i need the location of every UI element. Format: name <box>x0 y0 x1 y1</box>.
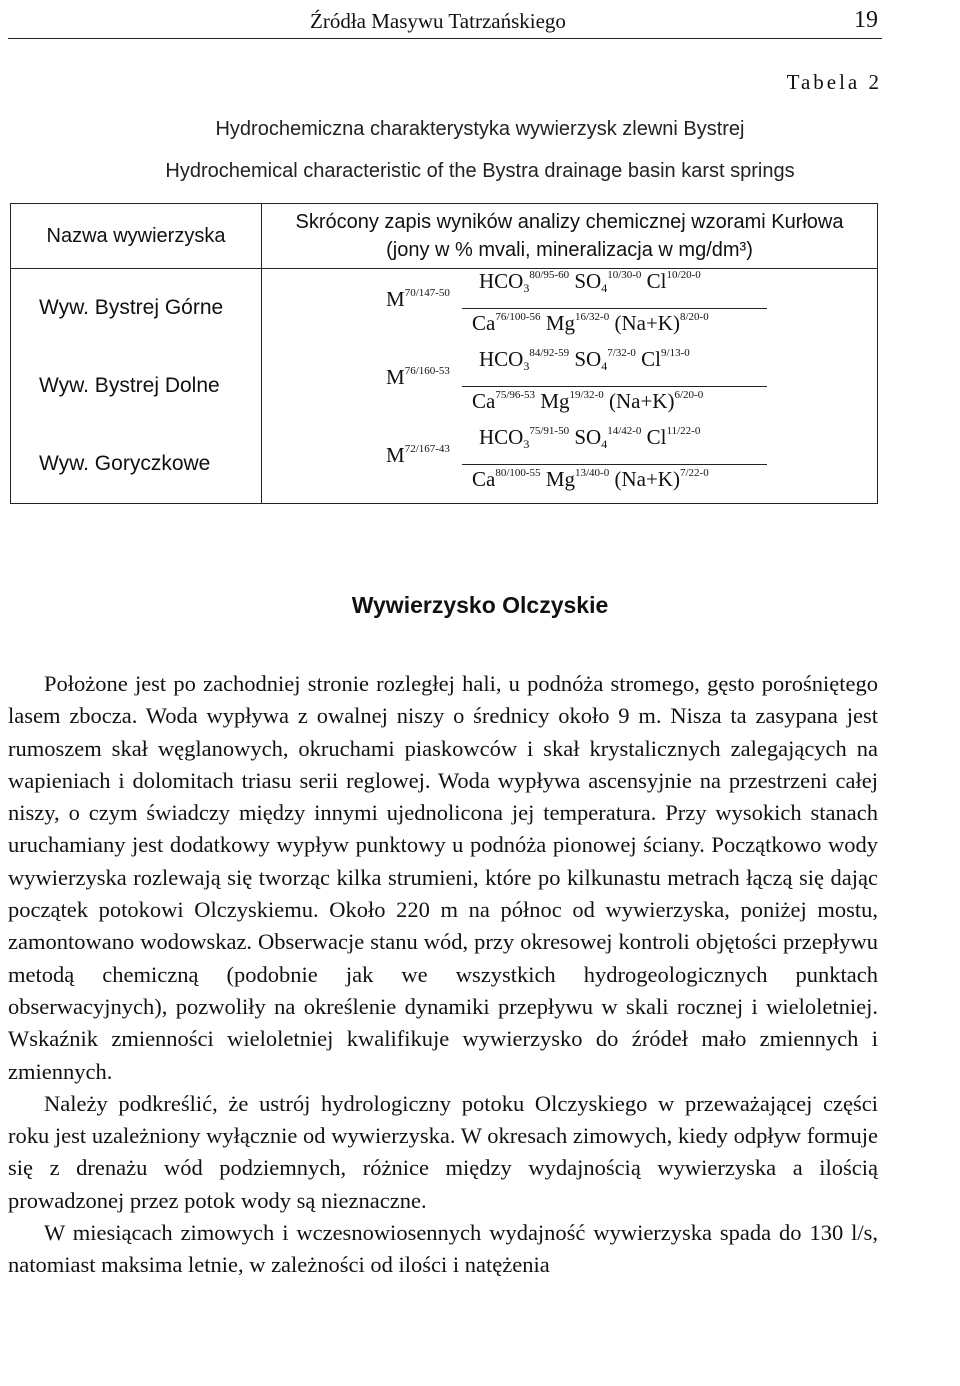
nak-value: 7/22-0 <box>679 467 709 479</box>
mineralization-value: 76/160-53 <box>404 365 450 377</box>
hco3-value: 75/91-50 <box>529 425 570 437</box>
anions-numerator: $HCO_3^{80/95-60}$ $SO_4^{10/30-0}$ $Cl^{10/20-0}$ <box>479 269 701 295</box>
fraction-line <box>462 464 767 465</box>
ca-value: 80/100-55 <box>495 467 541 479</box>
mineralization-value: 70/147-50 <box>404 287 450 299</box>
kurlov-formula <box>262 347 877 425</box>
table-row <box>11 269 878 348</box>
running-title: Źródła Masywu Tatrzańskiego <box>310 9 566 33</box>
table-caption-english: Hydrochemical characteristic of the Bystra drainage basin karst springs <box>165 160 795 182</box>
kurlov-formula-cell <box>262 425 878 504</box>
hco3-value: 84/92-59 <box>529 347 570 359</box>
so4-value: 14/42-0 <box>607 425 642 437</box>
hydrochemical-table <box>10 203 878 504</box>
cations-denominator: $Ca^{76/100-56}$ $Mg^{16/32-0}$ $(Na+K)^{8/20-0}$ <box>472 311 709 335</box>
page-number: 19 <box>854 7 878 33</box>
column-header-kurlov-formula <box>262 204 878 269</box>
so4-value: 7/32-0 <box>607 347 636 359</box>
mg-value: 19/32-0 <box>569 389 604 401</box>
hco3-value: 80/95-60 <box>529 269 570 281</box>
nak-value: 8/20-0 <box>679 311 709 323</box>
mineralization-term: $M^{76/160-53}$ <box>386 365 450 389</box>
mineralization-value: 72/167-43 <box>404 443 450 455</box>
cations-denominator: $Ca^{80/100-55}$ $Mg^{13/40-0}$ $(Na+K)^{7/22-0}$ <box>472 467 709 491</box>
column-header-line-2: (jony w % mvali, mineralizacja w mg/dm³) <box>386 239 753 261</box>
anions-numerator: $HCO_3^{84/92-59}$ $SO_4^{7/32-0}$ $Cl^{9/13-0}$ <box>479 347 690 373</box>
mineralization-term: $M^{72/167-43}$ <box>386 443 450 467</box>
nak-value: 6/20-0 <box>674 389 704 401</box>
kurlov-formula-cell <box>262 347 878 425</box>
table-header-row <box>11 204 878 269</box>
column-header-spring-name: Nazwa wywierzyska <box>11 204 262 269</box>
section-title: Wywierzysko Olczyskie <box>351 592 609 618</box>
body-text <box>8 668 878 1282</box>
kurlov-formula <box>262 269 877 347</box>
cl-value: 10/20-0 <box>666 269 701 281</box>
cl-value: 11/22-0 <box>666 425 701 437</box>
table-row <box>11 347 878 425</box>
spring-name-cell: Wyw. Bystrej Dolne <box>11 347 262 425</box>
spring-name-cell: Wyw. Goryczkowe <box>11 425 262 504</box>
kurlov-formula-cell <box>262 269 878 348</box>
kurlov-formula <box>262 425 877 503</box>
cl-value: 9/13-0 <box>661 347 690 359</box>
anions-numerator: $HCO_3^{75/91-50}$ $SO_4^{14/42-0}$ $Cl^{11/22-0}$ <box>479 425 701 451</box>
mg-value: 16/32-0 <box>575 311 610 323</box>
paragraph: Należy podkreślić, że ustrój hydrologiczny potoku Olczyskiego w przeważającej części roku jest uzależniony wyłącznie od wywierzyska. W okresach zimowych, kiedy odpływ formuje się z drenażu wód podziemnych, różnice między wydajnością wywierzyska a ilością prowadzonej przez potok wody są nieznaczne. <box>8 1090 878 1213</box>
spring-name-cell: Wyw. Bystrej Górne <box>11 269 262 348</box>
cations-denominator: $Ca^{75/96-53}$ $Mg^{19/32-0}$ $(Na+K)^{6/20-0}$ <box>472 389 704 413</box>
mg-value: 13/40-0 <box>575 467 610 479</box>
ca-value: 76/100-56 <box>495 311 541 323</box>
table-row <box>11 425 878 504</box>
table-caption-polish: Hydrochemiczna charakterystyka wywierzysk zlewni Bystrej <box>215 118 745 140</box>
so4-value: 10/30-0 <box>607 269 642 281</box>
page-header <box>8 2 882 39</box>
table-label: Tabela 2 <box>786 70 882 94</box>
mineralization-term: $M^{70/147-50}$ <box>386 287 450 311</box>
fraction-line <box>462 386 767 387</box>
paragraph: W miesiącach zimowych i wczesnowiosennych wydajność wywierzyska spada do 130 l/s, natomiast maksima letnie, w zależności od ilości i natężenia <box>8 1220 878 1278</box>
column-header-line-1: Skrócony zapis wyników analizy chemicznej wzorami Kurłowa <box>295 211 844 233</box>
fraction-line <box>462 308 767 309</box>
ca-value: 75/96-53 <box>495 389 536 401</box>
paragraph: Położone jest po zachodniej stronie rozległej hali, u podnóża stromego, gęsto porośniętego lasem zbocza. Woda wypływa z owalnej niszy o średnicy około 9 m. Nisza ta zasypana jest rumoszem skał węglanowych, okruchami piaskowców i skał krystalicznych zalegających na wapieniach i dolomitach triasu serii reglowej. Woda wypływa ascensyjnie na przestrzeni całej niszy, o czym świadczy między innymi ujednolicona jej temperatura. Przy wysokich stanach uruchamiany jest dodatkowy wypływ punktowy u podnóża pionowej ściany. Początkowo wody wywierzyska rozlewają się tworząc kilka strumieni, które po kilkunastu metrach łączą się dając początek potokowi Olczyskiemu. Około 220 m na północ od wywierzyska, poniżej mostu, zamontowano wodowskaz. Obserwacje stanu wód, przy okresowej kontroli objętości przepływu metodą chemiczną (podobnie jak we wszystkich hydrogeologicznych punktach obserwacyjnych), pozwoliły na określenie dynamiki przepływu w skali rocznej i wieloletniej. Wskaźnik zmienności wieloletniej kwalifikuje wywierzysko do źródeł mało zmiennych i zmiennych. <box>8 671 878 1084</box>
